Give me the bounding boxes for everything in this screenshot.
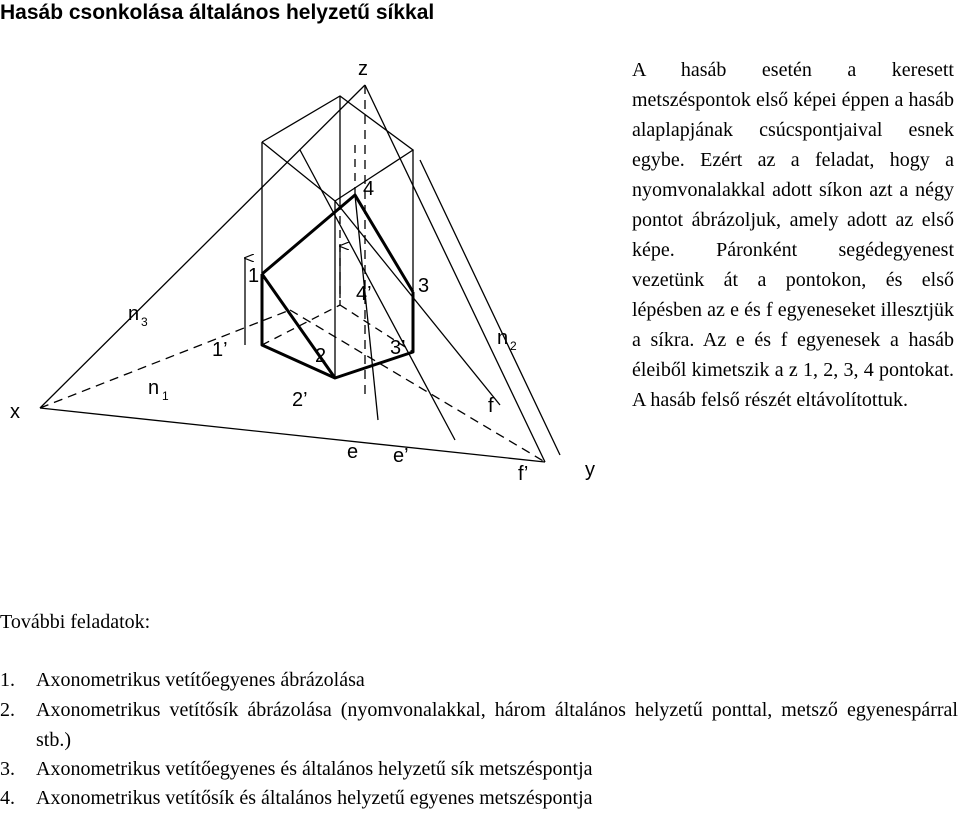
label-n2-sub: 2: [510, 339, 517, 353]
explanation-paragraph: A hasáb esetén a keresett metszéspontok első képei éppen a hasáb alaplapjának csúcspontjaival esnek egybe. Ezért az a feladat, hogy a nyomvonalakkal adott síkon azt a négy pontot ábrázoljuk, amely adott az első képe. Páronként segédegyenest vezetünk át a pontokon, és első lépésben az e és f egyeneseket illesztjük a síkra. Az e és f egyenesek a hasáb éleiből kimetszik a z 1, 2, 3, 4 pontokat. A hasáb felső részét eltávolítottuk.: [632, 59, 954, 411]
label-n3: n: [128, 303, 140, 325]
task-item: [0, 755, 958, 784]
label-x: x: [10, 401, 20, 423]
axonometric-figure: [0, 40, 610, 500]
label-point-4-prime: 4’: [356, 283, 372, 305]
line-e-prime: [300, 150, 455, 440]
projection-arrows: [245, 246, 340, 345]
label-y: y: [585, 459, 595, 481]
task-number: 2.: [0, 699, 15, 721]
task-item: [0, 784, 958, 813]
page-title: Hasáb csonkolása általános helyzetű síkkal: [0, 1, 435, 24]
label-n1: n: [148, 377, 160, 399]
task-number: 1.: [0, 669, 15, 691]
label-e: e: [347, 441, 359, 463]
section-upper: [262, 195, 413, 292]
label-point-1-prime: 1’: [212, 339, 228, 361]
task-list: [0, 666, 958, 813]
section-lower: [262, 274, 413, 378]
label-point-2: 2: [315, 345, 327, 367]
task-item: [0, 695, 958, 755]
auxiliary-lines: [300, 150, 560, 455]
task-text: Axonometrikus vetítőegyenes ábrázolása: [36, 669, 365, 691]
label-point-2-prime: 2’: [292, 389, 308, 411]
label-n1-sub: 1: [162, 389, 169, 403]
trace-n2: [365, 85, 545, 462]
label-e-prime: e’: [393, 445, 409, 467]
label-f-prime: f’: [518, 463, 529, 485]
further-tasks-heading: További feladatok:: [0, 611, 151, 633]
figure-svg: [0, 40, 610, 500]
label-z: z: [358, 58, 368, 80]
label-point-3: 3: [418, 275, 430, 297]
hidden-base-1: [262, 305, 340, 345]
trace-n1: [40, 408, 545, 462]
task-text: Axonometrikus vetítősík ábrázolása (nyomvonalakkal, három általános helyzetű ponttal, metsző egyenespárral stb.): [36, 699, 958, 751]
label-f: f: [488, 395, 494, 417]
label-n2: n: [497, 327, 509, 349]
task-number: 4.: [0, 787, 15, 809]
label-point-1: 1: [248, 265, 260, 287]
label-point-3-prime: 3’: [390, 337, 406, 359]
task-number: 3.: [0, 758, 15, 780]
task-text: Axonometrikus vetítőegyenes és általános helyzetű sík metszéspontja: [36, 758, 593, 780]
label-n3-sub: 3: [141, 315, 148, 329]
label-point-4: 4: [363, 178, 375, 200]
task-text: Axonometrikus vetítősík és általános helyzetű egyenes metszéspontja: [36, 787, 593, 809]
task-item: [0, 666, 958, 695]
